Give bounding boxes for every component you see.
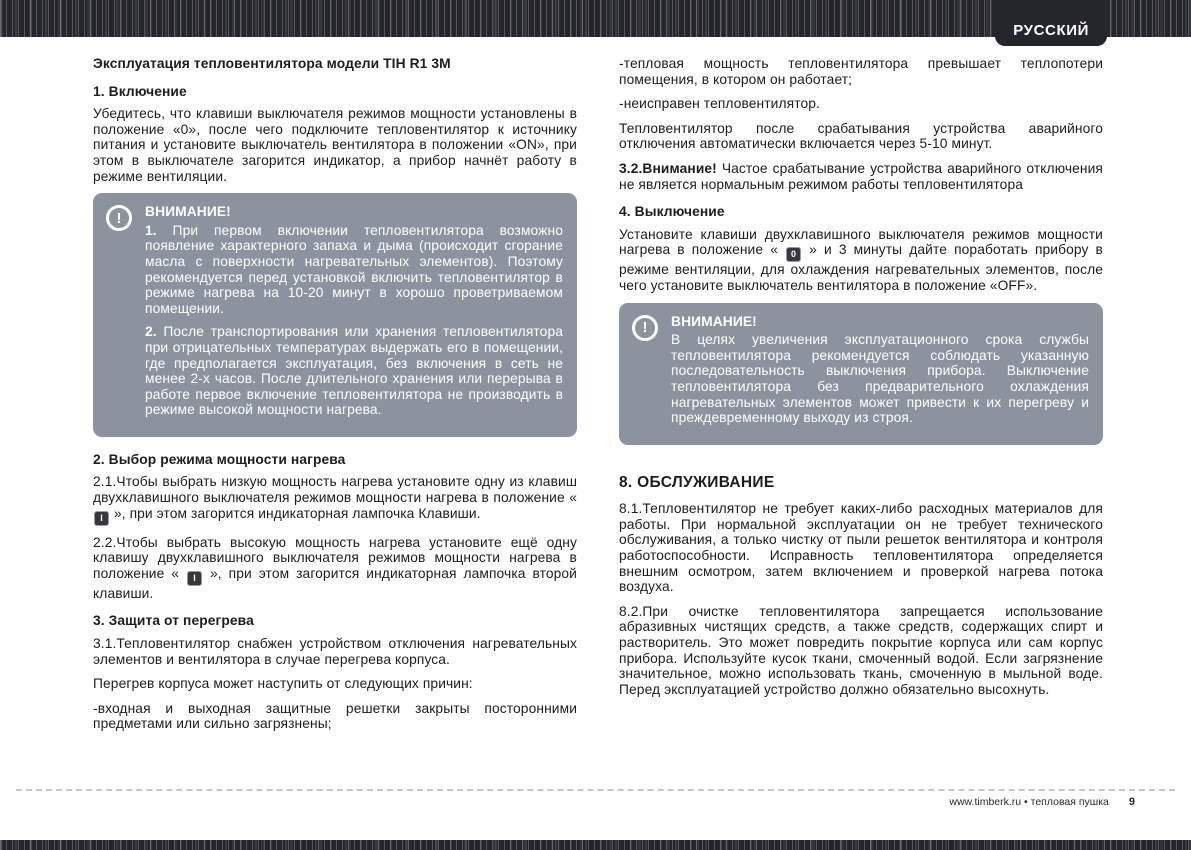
- section-1-heading: 1. Включение: [93, 83, 187, 99]
- paragraph-3-cause-2: -тепловая мощность тепловентилятора превышает теплопотери помещения, в котором он работает;: [619, 56, 1103, 87]
- warning-1-item-2: [145, 324, 563, 418]
- paragraph-4-1-text-b: » и 3 минуты дайте поработать прибору в режиме вентиляции, для охлаждения нагревательных элементов, после чего установите выключатель вентилятора в положение «OFF».: [619, 242, 1103, 293]
- paragraph-3-1: 3.1.Тепловентилятор снабжен устройством отключения нагревательных элементов и вентилятора в случае перегрева корпуса.: [93, 636, 577, 667]
- paragraph-3-2: [619, 161, 1103, 192]
- paragraph-2-2-text-b: », при этом загорится индикаторная лампочка второй клавиши.: [93, 565, 577, 601]
- footer-site-label: www.timberk.ru • тепловая пушка: [949, 796, 1109, 808]
- document-title: Эксплуатация тепловентилятора модели TIH R1 3M: [93, 56, 451, 71]
- warning-1-item-2-text: После транспортирования или хранения тепловентилятора при отрицательных температурах выдержать его в помещении, где предполагается эксплуатация, без включения в сеть не менее 2-х часов. После длительного хранения или перерыва в работе первое включение тепловентилятора не производить в режиме высокой мощности нагрева.: [145, 324, 563, 418]
- bottom-barcode-bar: [0, 840, 1191, 850]
- warning-glyph: !: [116, 209, 122, 227]
- warning-1-item-1-text: При первом включении тепловентилятора возможно появление характерного запаха и дыма (происходит сгорание масла с поверхности нагревательных элементов). Поэтому рекомендуется перед установкой включить тепловентилятор в режиме нагрева на 10-20 минут в хорошо проветриваемом помещении.: [145, 222, 563, 316]
- exclamation-circle-icon: [632, 315, 658, 341]
- paragraph-8-2: 8.2.При очистке тепловентилятора запрещается использование абразивных чистящих средств, а также средств, содержащих спирт и растворитель. Это может повредить покрытие корпуса или сам корпус прибора. Используйте кусок ткани, смоченный водой. Если загрязнение значительное, можно использовать ткань, смоченную в мыльной воде. Перед эксплуатацией устройство должно обязательно высохнуть.: [619, 603, 1103, 697]
- warning-1-item-2-number: 2.: [145, 324, 157, 340]
- paragraph-3-cause-1: -входная и выходная защитные решетки закрыты посторонними предметами или сильно загрязнены;: [93, 700, 577, 732]
- language-label: РУССКИЙ: [1013, 22, 1089, 39]
- paragraph-3-causes-intro: Перегрев корпуса может наступить от следующих причин:: [93, 676, 473, 692]
- paragraph-2-1: [93, 474, 577, 525]
- section-2-heading: 2. Выбор режима мощности нагрева: [93, 451, 346, 467]
- warning-2-text: В целях увеличения эксплуатационного срока службы тепловентилятора рекомендуется соблюдать указанную последовательность выключения прибора. Выключение тепловентилятора без предварительного охлаждения нагревательных элементов может привести к их перегреву и преждевременному выходу из строя.: [671, 332, 1089, 426]
- paragraph-8-1: 8.1.Тепловентилятор не требует каких-либо расходных материалов для работы. При нормальной эксплуатации он не требует технического обслуживания, а только чистку от пыли решеток вентилятора и контроля работоспособности. Исправность тепловентилятора определяется внешним осмотром, затем включением и проверкой нагрева потока воздуха.: [619, 501, 1103, 595]
- paragraph-2-1-text-a: 2.1.Чтобы выбрать низкую мощность нагрева установите одну из клавиш двухклавишного выключателя режимов мощности нагрева в положение «: [93, 474, 577, 506]
- section-4-heading: 4. Выключение: [619, 204, 725, 220]
- warning-2-title: ВНИМАНИЕ!: [671, 313, 757, 329]
- warning-glyph: !: [642, 319, 648, 337]
- power-switch-low-glyph: I: [100, 512, 103, 523]
- warning-1-item-1: [145, 223, 563, 317]
- paragraph-3-2-lead: 3.2.Внимание!: [619, 160, 717, 176]
- right-column: [619, 56, 1103, 732]
- warning-1-title: ВНИМАНИЕ!: [145, 204, 231, 220]
- warning-box-2: [619, 303, 1103, 445]
- manual-content: [93, 56, 1103, 732]
- power-switch-high-icon: [187, 571, 202, 586]
- paragraph-3-2-text: Частое срабатывание устройства аварийного отключения не является нормальным режимом работы тепловентилятора: [619, 160, 1103, 192]
- warning-box-1: [93, 193, 577, 437]
- paragraph-2-1-text-b: », при этом загорится индикаторная лампочка Клавиши.: [110, 505, 481, 521]
- paragraph-2-2: [93, 535, 577, 602]
- paragraph-3-cause-3: -неисправен тепловентилятор.: [619, 96, 820, 112]
- paragraph-3-restart: Тепловентилятор после срабатывания устройства аварийного отключения автоматически включается через 5-10 минут.: [619, 120, 1103, 152]
- page-footer: [949, 796, 1135, 808]
- section-3-heading: 3. Защита от перегрева: [93, 613, 254, 629]
- exclamation-circle-icon: [106, 205, 132, 231]
- warning-2-content: [671, 314, 1089, 426]
- page-number: 9: [1128, 796, 1135, 808]
- paragraph-4-1-text-a: Установите клавиши двухклавишного выключателя режимов мощности нагрева в положение «: [619, 226, 1103, 258]
- paragraph-4-1: [619, 227, 1103, 294]
- section-8-heading: 8. ОБСЛУЖИВАНИЕ: [619, 473, 775, 491]
- power-switch-low-icon: [94, 511, 109, 526]
- left-column: [93, 56, 577, 732]
- warning-1-content: [145, 204, 563, 418]
- power-switch-off-glyph: 0: [790, 249, 797, 260]
- section-1-paragraph: Убедитесь, что клавиши выключателя режимов мощности установлены в положение «0», после чего подключите тепловентилятор к источнику питания и установите выключатель вентилятора в положении «ON», при этом в выключателе загорится индикатор, а прибор начнёт работу в режиме вентиляции.: [93, 106, 577, 184]
- warning-1-item-1-number: 1.: [145, 222, 157, 238]
- paragraph-2-2-text-a: 2.2.Чтобы выбрать высокую мощность нагрева установите ещё одну клавишу двухклавишного выключателя режимов мощности нагрева в положение «: [93, 534, 577, 581]
- footer-divider: [16, 789, 1175, 791]
- power-switch-high-glyph: I: [193, 572, 196, 583]
- power-switch-off-icon: [786, 247, 801, 262]
- language-tab: [995, 0, 1107, 46]
